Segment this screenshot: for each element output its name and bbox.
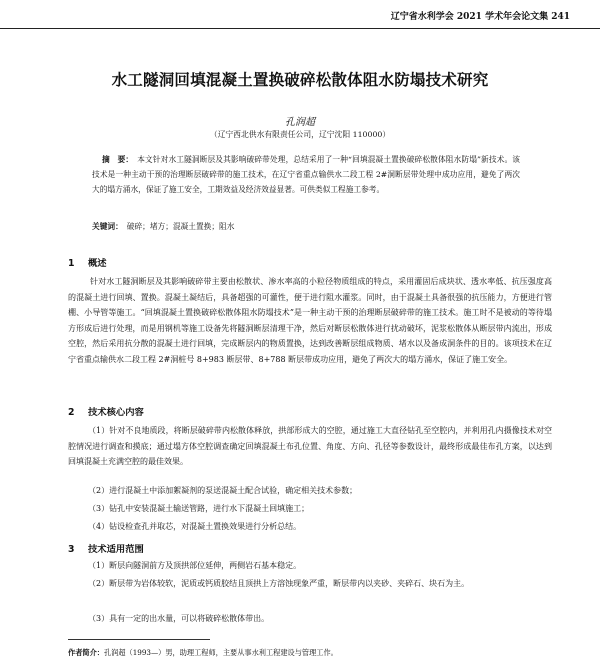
- footnote-text: 孔润超（1993—）男，助理工程师，主要从事水利工程建设与管理工作。: [103, 648, 338, 657]
- section-title: 概述: [88, 258, 107, 269]
- keywords: [92, 220, 520, 234]
- paper-title: 水工隧洞回填混凝土置换破碎松散体阻水防塌技术研究: [111, 71, 489, 89]
- abstract-label: 摘 要：: [102, 155, 134, 164]
- running-header: 辽宁省水利学会 2021 学术年会论文集 241: [390, 12, 570, 22]
- section-title: 技术核心内容: [88, 407, 144, 418]
- header-rule: [0, 28, 600, 29]
- footnote-rule: [68, 639, 210, 640]
- list-item: （3）钻孔中安装混凝土输送管路，进行水下混凝土回填施工；: [88, 504, 310, 513]
- list-item: （4）钻设检查孔并取芯，对混凝土置换效果进行分析总结。: [88, 522, 302, 531]
- abstract-text: 本文针对水工隧洞断层及其影响破碎带处理，总结采用了一种“回填混凝土置换破碎松散体阻水防塌”新技术。该技术是一种主动干预的治理断层破碎带的施工技术，在辽宁省重点输供水二段工程 2#洞断层带处理中成功应用，避免了两次大的塌方涌水，保证了施工安全，工期效益及经济效益显著。可供类似工程施工参考。: [92, 155, 520, 194]
- keywords-label: 关键词：: [92, 222, 123, 231]
- author-name: 孔润超: [285, 117, 315, 128]
- author-footnote: [68, 648, 552, 658]
- keywords-text: 破碎；堵方；混凝土置换；阻水: [126, 222, 235, 231]
- section-heading-scope: [68, 541, 144, 555]
- list-item: （1）针对不良地质段，将断层破碎带内松散体释放，拱部形成大的空腔，通过施工大直径钻孔至空腔内，并利用孔内摄像技术对空腔情况进行调查和摸底；通过塌方体空腔调查确定回填混凝土布孔位置、角度、方向、孔径等参数设计，最终形成最佳布孔方案，以达到回填混凝土充满空腔的最佳效果。: [68, 426, 552, 467]
- section-heading-overview: [68, 255, 107, 269]
- section-number: 1: [68, 258, 75, 269]
- author-affiliation: （辽宁西北供水有限责任公司，辽宁沈阳 110000）: [209, 130, 391, 139]
- abstract: [92, 153, 520, 197]
- list-item: （2）断层带为岩体较软，泥质或钙质胶结且顶拱上方溶蚀现象严重，断层带内以夹砂、夹碎石、块石为主。: [88, 579, 470, 588]
- section-number: 3: [68, 544, 75, 555]
- section-heading-core-content: [68, 404, 144, 418]
- section-paragraph: 针对水工隧洞断层及其影响破碎带主要由松散状、渗水率高的小粒径物质组成的特点，采用灌固后成块状、透水率低、抗压强度高的混凝土进行回填、置换。混凝土凝结后，具备超强的可灌性，便于进行阻水灌浆。同时，由于混凝土具备很强的抗压能力，方便进行管棚、小导管等施工。“回填混凝土置换破碎松散体阻水防塌技术”是一种主动干预的治理断层破碎带的施工技术。施工时不是被动的等待塌方形成后进行处理，而是用钢机等施工设备先将隧洞断层清理干净，然后对断层松散体进行扰动破坏，泥浆松散体从断层带内流出，形成空腔，然后采用抗分散的混凝土进行回填，完成断层内的物质置换，达到改善断层组成物质、堵水以及备成洞条件的目的。该项技术在辽宁省重点输供水二段工程 2#洞桩号 8+983 断层带、8+788 断层带成功应用，避免了两次大的塌方涌水，保证了施工安全。: [68, 277, 552, 364]
- section-title: 技术适用范围: [88, 544, 144, 555]
- list-item: （3）具有一定的出水量，可以将破碎松散体带出。: [88, 614, 270, 623]
- footnote-label: 作者简介：: [68, 648, 104, 657]
- list-item: （1）断层向隧洞前方及顶拱部位延伸，两侧岩石基本稳定。: [88, 561, 302, 570]
- section-number: 2: [68, 407, 75, 418]
- list-item: （2）进行混凝土中添加絮凝剂的泵送混凝土配合试验，确定相关技术参数；: [88, 486, 358, 495]
